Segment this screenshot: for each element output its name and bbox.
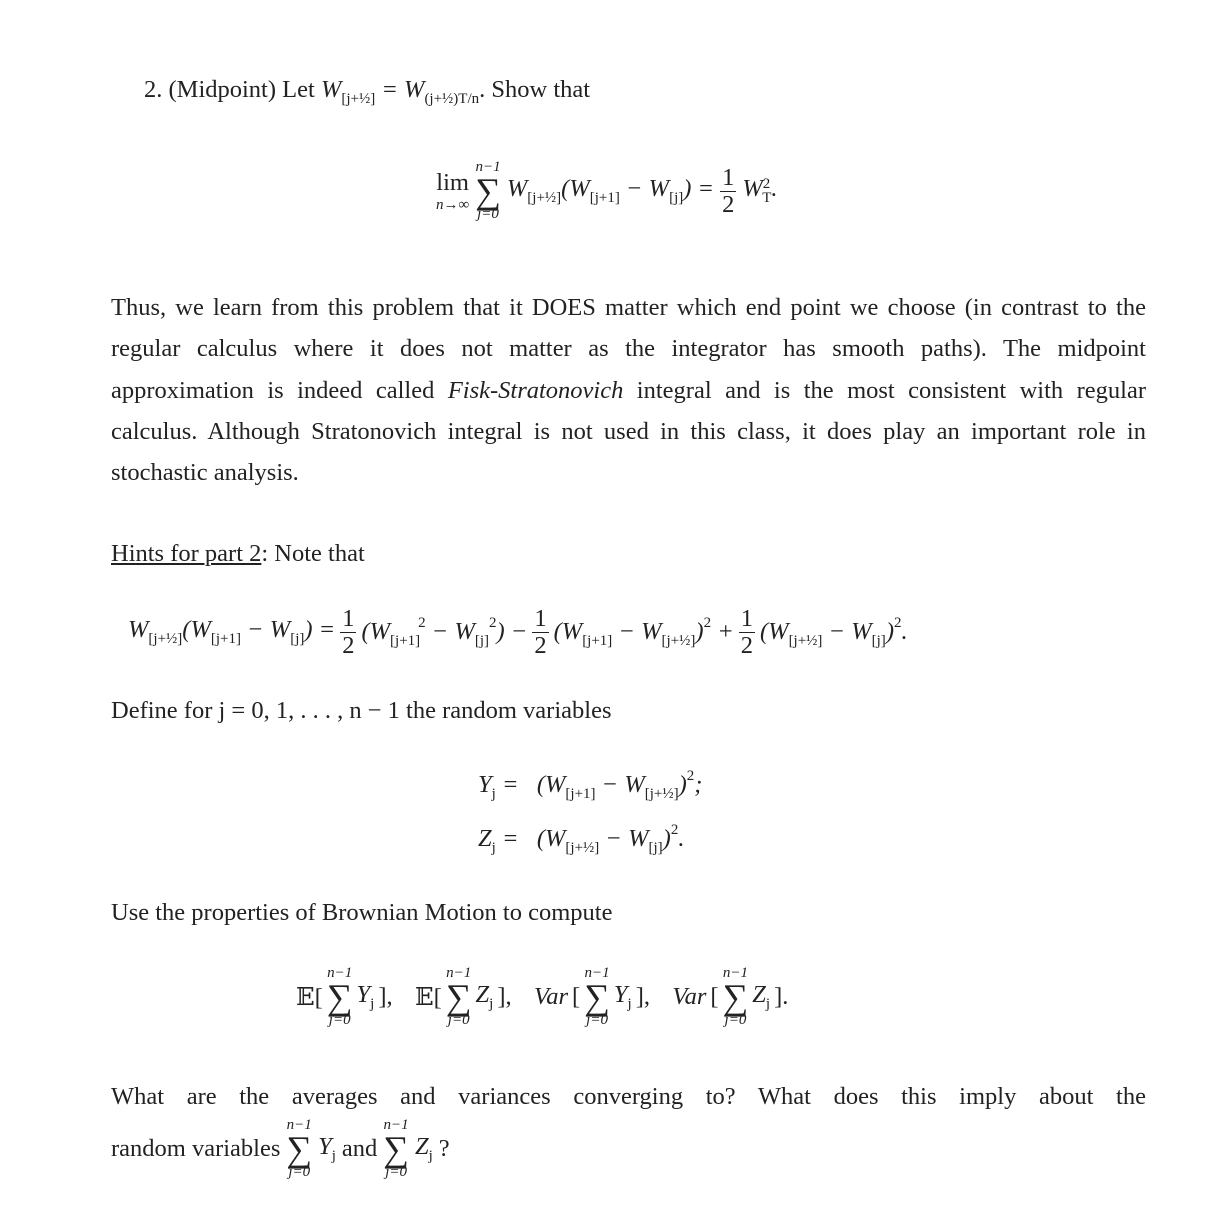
problem-title: (Midpoint) [168,76,277,103]
hints-label: Hints for part 2 [111,540,262,567]
define-text: Define for j = 0, 1, . . . , n − 1 the random variables [111,697,612,724]
main-equation [436,160,778,222]
midpoint-definition: $W_{[j+\frac{1}{2}]} = W_{(j+\frac{1}{2})T/n}$ [320,76,480,107]
problem-intro-tail: . Show that [479,76,591,103]
problem-statement [144,76,590,108]
problem-number: 2. [144,76,163,103]
sum-operator: n−1 ∑ j=0 [475,159,501,223]
final-question-1: What are the averages and variances converging to? What does this imply about the [111,1083,1146,1110]
explanation-paragraph: Thus, we learn from this problem that it DOES matter which end point we choose (in contrast to the regular calculus where it does not matter as the integrator has smooth paths). The midpoint approximation is indeed called Fisk-Stratonovich integral and is the most consistent with regular calculus. Although Stratonovich integral is not used in this class, it does play an important role in stochastic analysis. [111,294,1146,487]
half-fraction: $\frac{1}{2}$ [722,163,735,218]
hints-heading: Hints for part 2: Note that [111,540,365,567]
moments-row: 𝔼[ n−1 ∑ j=0 $Y_j$ ], 𝔼[ n−1 ∑ j=0 $Z_j$ ], Var [ n−1 ∑ j=0 $Y_j$ ], Var [ n−1 ∑ j=0 $Z_j$ ]. [296,965,789,1029]
final-question-2: random variables n−1 ∑ j=0 $Y_j$ and n−1 ∑ j=0 $Z_j$ ? [111,1117,450,1181]
z-definition: $Z_j = (W_{[j+\frac{1}{2}]} - W_{[j]})^2$. [478,822,685,856]
rhs-term: $W^2_T$. [742,175,778,207]
limit-operator: lim n→∞ [436,168,470,213]
summand: $W_{[j+\frac{1}{2}]}(W_{[j+1]} - W_{[j]})$ = [506,175,715,207]
hint-identity: $W_{[j+\frac{1}{2}]}(W_{[j+1]} - W_{[j]})$ = $\frac{1}{2}$ $(W_{[j+1]}^2 - W_{[j]}^2)$ − $\frac{1}{2}$ $(W_{[j+1]} - W_{[j+\frac{1}{2}]})^2$ + $\frac{1}{2}$ $(W_{[j+\frac{1}{2}]} - W_{[j]})^2$. [128,605,908,659]
y-definition: $Y_j = (W_{[j+1]} - W_{[j+\frac{1}{2}]})^2$; [478,768,703,802]
use-text: Use the properties of Brownian Motion to compute [111,899,613,926]
problem-intro: Let [282,76,315,103]
fisk-stratonovich-term: Fisk-Stratonovich [447,376,624,404]
